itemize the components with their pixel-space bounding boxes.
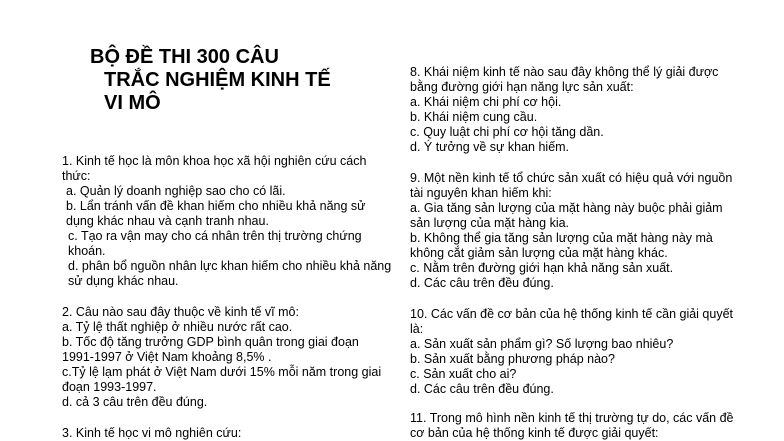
question-11: [410, 411, 740, 441]
question-9-option-c: c. Nằm trên đường giới hạn khả năng sản xuất.: [410, 261, 674, 275]
question-9-stem: 9. Một nền kinh tế tổ chức sản xuất có hiệu quả với nguồn tài nguyên khan hiếm khi:: [410, 171, 733, 200]
question-1-stem: 1. Kinh tế học là môn khoa học xã hội nghiên cứu cách thức:: [62, 154, 367, 183]
question-10-option-a: a. Sản xuất sản phẩm gì? Số lượng bao nhiêu?: [410, 337, 674, 351]
question-2-option-c: c.Tỷ lệ lạm phát ở Việt Nam dưới 15% mỗi năm trong giai đoạn 1993-1997.: [62, 365, 382, 394]
question-2: [62, 305, 392, 410]
question-1-option-d: d. phân bổ nguồn nhân lực khan hiếm cho nhiều khả năng sử dụng khác nhau.: [68, 259, 392, 288]
question-10-option-d: d. Các câu trên đều đúng.: [410, 382, 554, 396]
question-8-option-c: c. Quy luật chi phí cơ hội tăng dần.: [410, 125, 604, 139]
page-title: [90, 46, 390, 115]
question-8-option-a: a. Khái niệm chi phí cơ hội.: [410, 95, 562, 109]
question-2-stem: 2. Câu nào sau đây thuộc về kinh tế vĩ mô:: [62, 305, 299, 319]
question-8-option-b: b. Khái niệm cung cầu.: [410, 110, 538, 124]
question-2-option-d: d. cả 3 câu trên đều đúng.: [62, 395, 208, 409]
question-1-option-a: a. Quản lý doanh nghiệp sao cho có lãi.: [66, 184, 286, 198]
title-line-2: TRẮC NGHIỆM KINH TẾ: [104, 69, 331, 91]
question-10-option-c: c. Sản xuất cho ai?: [410, 367, 517, 381]
question-1: [62, 154, 392, 289]
question-2-option-a: a. Tỷ lệ thất nghiệp ở nhiều nước rất cao.: [62, 320, 293, 334]
question-10-stem: 10. Các vấn đề cơ bản của hệ thống kinh tế cần giải quyết là:: [410, 307, 733, 336]
question-11-stem: 11. Trong mô hình nền kinh tế thị trường tự do, các vấn đề cơ bản của hệ thống kinh tế được giải quyết:: [410, 411, 734, 440]
question-1-option-c: c. Tạo ra vận may cho cá nhân trên thị trường chứng khoán.: [68, 229, 362, 258]
question-3: [62, 426, 392, 441]
question-3-stem: 3. Kinh tế học vi mô nghiên cứu:: [62, 426, 242, 440]
question-9-option-b: b. Không thể gia tăng sản lượng của mặt hàng này mà không cắt giảm sản lượng của mặt hàng khác.: [410, 231, 713, 260]
question-8-stem: 8. Khái niệm kinh tế nào sau đây không thể lý giải được bằng đường giới hạn năng lực sản xuất:: [410, 65, 719, 94]
question-9-option-a: a. Gia tăng sản lượng của mặt hàng này buộc phải giảm sản lượng của mặt hàng kia.: [410, 201, 723, 230]
question-2-option-b: b. Tốc độ tăng trưởng GDP bình quân trong giai đoạn 1991-1997 ở Việt Nam khoảng 8,5% .: [62, 335, 359, 364]
question-9: [410, 171, 740, 291]
question-9-option-d: d. Các câu trên đều đúng.: [410, 276, 554, 290]
title-line-3: VI MÔ: [104, 92, 161, 114]
question-1-option-b: b. Lẩn tránh vấn đề khan hiếm cho nhiều khả năng sử dụng khác nhau và cạnh tranh nhau.: [66, 199, 366, 228]
question-8-option-d: d. Ý tưởng về sự khan hiếm.: [410, 140, 570, 154]
question-8: [410, 65, 740, 155]
question-10: [410, 307, 740, 397]
title-line-1: BỘ ĐỀ THI 300 CÂU: [90, 46, 279, 68]
question-10-option-b: b. Sản xuất bằng phương pháp nào?: [410, 352, 615, 366]
